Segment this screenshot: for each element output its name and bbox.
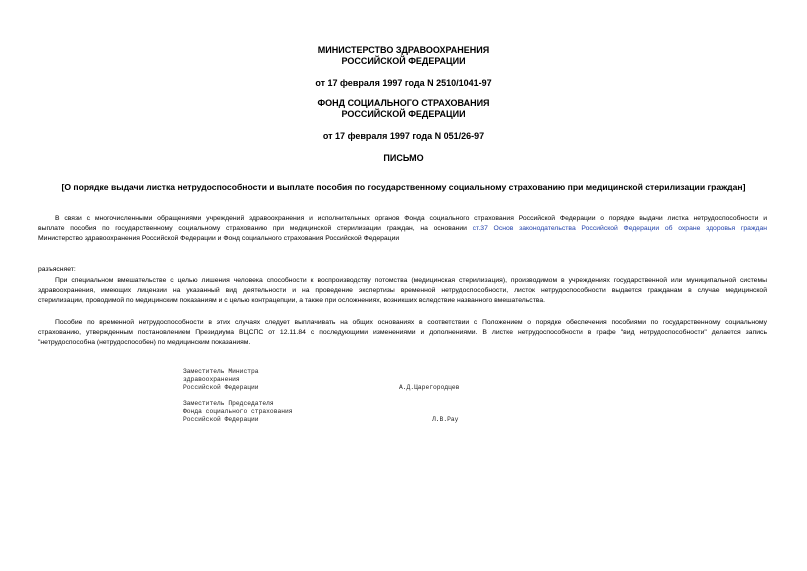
paragraph-2 — [38, 318, 767, 349]
signature-1-title-line3: Российской Федерации — [183, 384, 259, 391]
ministry-name-line1: МИНИСТЕРСТВО ЗДРАВООХРАНЕНИЯ — [317, 45, 490, 55]
law-article-link[interactable]: ст.37 Основ законодательства Российской Федерации об охране здоровья граждан — [472, 225, 767, 233]
ministry-date: от 17 февраля 1997 года N 2510/1041-97 — [315, 78, 492, 88]
intro-line2 — [38, 224, 767, 234]
signature-2-title-line2: Фонда социального страхования — [183, 408, 293, 415]
signature-1-title-line1: Заместитель Министра — [183, 368, 259, 375]
paragraph-1-line1: При специальном вмешательстве с целью лишения человека способности к воспроизводству потомства (медицинская стерилизация), производимом в учреждениях государственной или муниципальной системы — [55, 277, 767, 284]
signature-1-name: А.Д.Царегородцев — [399, 384, 460, 391]
signature-2-name: Л.В.Рау — [432, 416, 459, 423]
intro-paragraph — [38, 214, 767, 245]
intro-line1: В связи с многочисленными обращениями учреждений здравоохранения и исполнительных органов Фонда социального страхования Российской Федерации о порядке выдачи листка нетрудоспособности и — [55, 215, 767, 222]
signature-1-title-line2: здравоохранения — [183, 376, 240, 383]
intro-line2-text: выплате пособия по государственному социальному страхованию при медицинской стерилизации граждан, на основании — [38, 225, 467, 233]
document-title: [О порядке выдачи листка нетрудоспособности и выплате пособия по государственному социальному страхованию при медицинской стерилизации граждан] — [61, 182, 746, 192]
paragraph-1-line2: здравоохранения, имеющих лицензии на указанный вид деятельности и на проведение экспертизы временной нетрудоспособности, листок нетрудоспособности выдается гражданам в случае медицинской — [38, 287, 767, 295]
fund-name-line1: ФОНД СОЦИАЛЬНОГО СТРАХОВАНИЯ — [317, 98, 490, 108]
intro-line3: Министерство здравоохранения Российской Федерации и Фонд социального страхования Российской Федерации — [38, 235, 400, 243]
explains-label: разъясняет: — [38, 266, 76, 273]
paragraph-2-line3: "нетрудоспособна (нетрудоспособен) по медицинским показаниям. — [38, 339, 251, 347]
paragraph-1-line3: стерилизации, проводимой по медицинским показаниям и с целью контрацепции, а также при осложнениях, возникших вследствие названного вмешательства. — [38, 297, 546, 305]
paragraph-2-line1: Пособие по временной нетрудоспособности в этих случаях следует выплачивать на общих основаниях в соответствии с Положением о порядке обеспечения пособиями по государственному социальному — [55, 319, 767, 326]
ministry-name-line2: РОССИЙСКОЙ ФЕДЕРАЦИИ — [341, 56, 466, 66]
paragraph-2-line2: страхованию, утвержденным постановлением Президиума ВЦСПС от 12.11.84 с последующими изменениями и дополнениями. В листке нетрудоспособности в графе "вид нетрудоспособности" делается запись — [38, 329, 767, 337]
signature-2-title-line3: Российской Федерации — [183, 416, 259, 423]
document-type: ПИСЬМО — [383, 153, 424, 163]
fund-date: от 17 февраля 1997 года N 051/26-97 — [322, 131, 485, 141]
fund-name-line2: РОССИЙСКОЙ ФЕДЕРАЦИИ — [341, 109, 466, 119]
signature-2-title-line1: Заместитель Председателя — [183, 400, 274, 407]
paragraph-1 — [38, 276, 767, 307]
